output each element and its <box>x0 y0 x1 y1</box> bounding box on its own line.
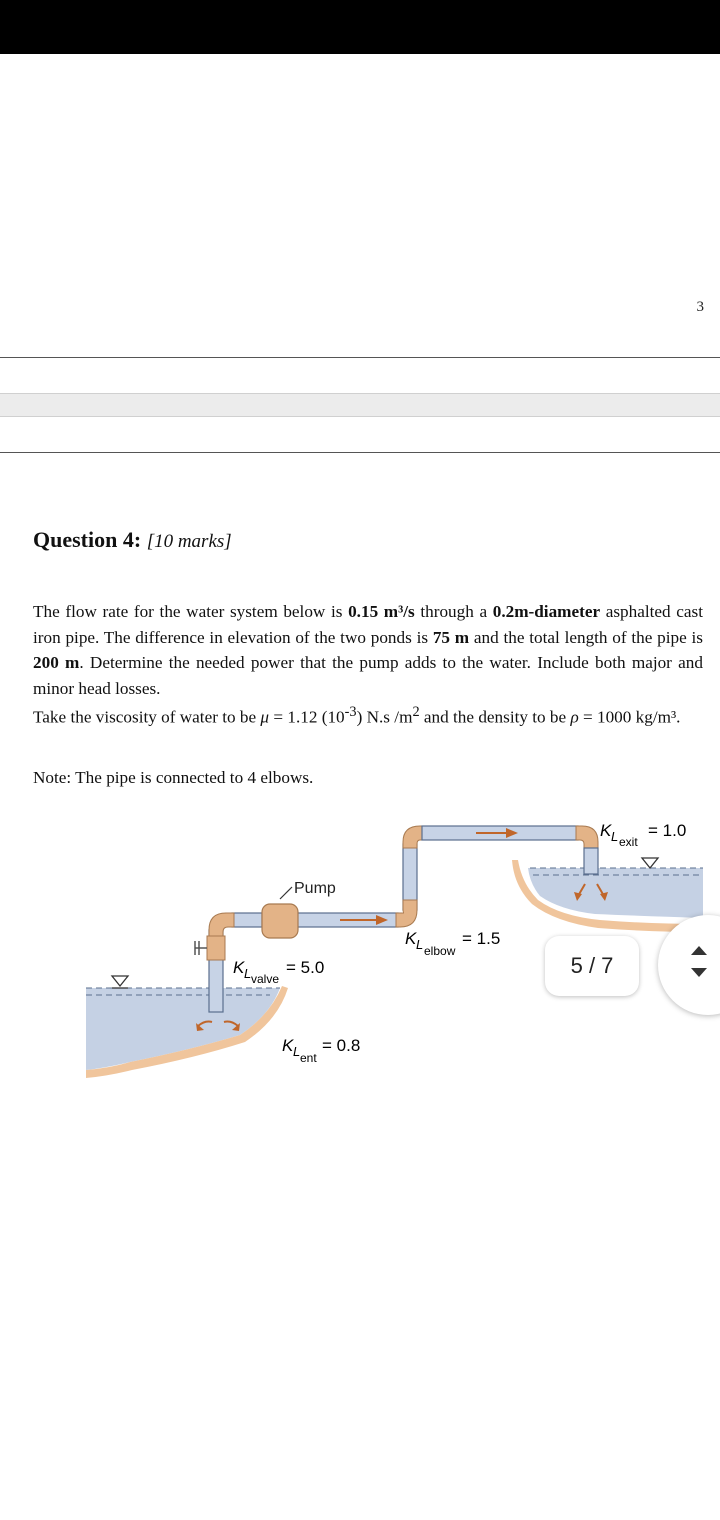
k-elbow-label <box>405 929 500 958</box>
text-run: = 1.12 (10 <box>269 707 345 727</box>
k-exit-label <box>600 821 686 849</box>
pump <box>262 904 298 938</box>
question-marks: [10 marks] <box>146 531 232 552</box>
page-separator <box>0 452 720 453</box>
text-run: through a <box>414 602 493 621</box>
water-level-icon <box>642 858 658 868</box>
l-symbol: L <box>611 829 619 844</box>
properties-statement <box>33 701 703 729</box>
valve <box>195 936 225 960</box>
pipe-diameter: 0.2m-diameter <box>492 602 601 621</box>
status-bar <box>0 0 720 54</box>
rho-symbol: ρ <box>570 707 579 727</box>
k-subscript: valve <box>251 972 280 986</box>
k-subscript: exit <box>619 835 638 849</box>
k-symbol: K <box>233 958 245 977</box>
pump-label: Pump <box>294 880 336 897</box>
page-number: 3 <box>696 299 704 315</box>
elevation-difference: 75 m <box>432 627 470 647</box>
flow-rate: 0.15 m³/s <box>348 602 415 621</box>
l-symbol: L <box>293 1044 301 1059</box>
chevron-up-icon <box>691 946 707 955</box>
k-value: = 1.0 <box>648 821 687 840</box>
k-subscript: elbow <box>424 944 456 958</box>
k-subscript: ent <box>300 1051 317 1065</box>
problem-statement <box>33 599 703 701</box>
pipe-length: 200 m <box>33 653 80 672</box>
question-body <box>33 599 703 729</box>
l-symbol: L <box>244 966 252 981</box>
k-symbol: K <box>282 1036 294 1055</box>
k-symbol: K <box>600 821 612 840</box>
k-value: = 1.5 <box>462 929 501 948</box>
text-run: ) N.s /m <box>356 707 413 727</box>
exponent: 2 <box>412 704 420 720</box>
text-run: Take the viscosity of water to be <box>33 707 261 727</box>
l-symbol: L <box>416 937 424 952</box>
page-gap <box>0 393 720 417</box>
question-note: Note: The pipe is connected to 4 elbows. <box>33 768 314 787</box>
k-valve-label <box>233 958 324 986</box>
text-run: The flow rate for the water system below is <box>33 602 349 621</box>
text-run: and the density to be <box>419 707 571 727</box>
question-label: Question 4: <box>33 527 142 552</box>
water-level-icon <box>112 976 128 986</box>
k-value: = 0.8 <box>322 1036 361 1055</box>
k-value: = 5.0 <box>286 958 325 977</box>
question-title <box>33 527 232 553</box>
page-separator <box>0 357 720 358</box>
text-run: and the total length of the pipe is <box>469 627 703 647</box>
upper-pond <box>512 858 703 932</box>
page-indicator: 5 / 7 <box>545 936 639 996</box>
text-run: . Determine the needed power that the pump adds to the water. Include both major and minor head losses. <box>33 653 703 698</box>
pump-leader <box>280 887 292 899</box>
k-symbol: K <box>405 929 417 948</box>
text-run: = 1000 kg/m³. <box>578 707 681 727</box>
chevron-down-icon <box>691 968 707 977</box>
mu-symbol: μ <box>260 707 270 727</box>
k-ent-label <box>282 1036 360 1065</box>
lower-pond <box>86 976 288 1078</box>
text-run: asphalted cast iron pipe. The difference in elevation of the two ponds is <box>33 602 703 647</box>
exponent: -3 <box>344 704 357 720</box>
